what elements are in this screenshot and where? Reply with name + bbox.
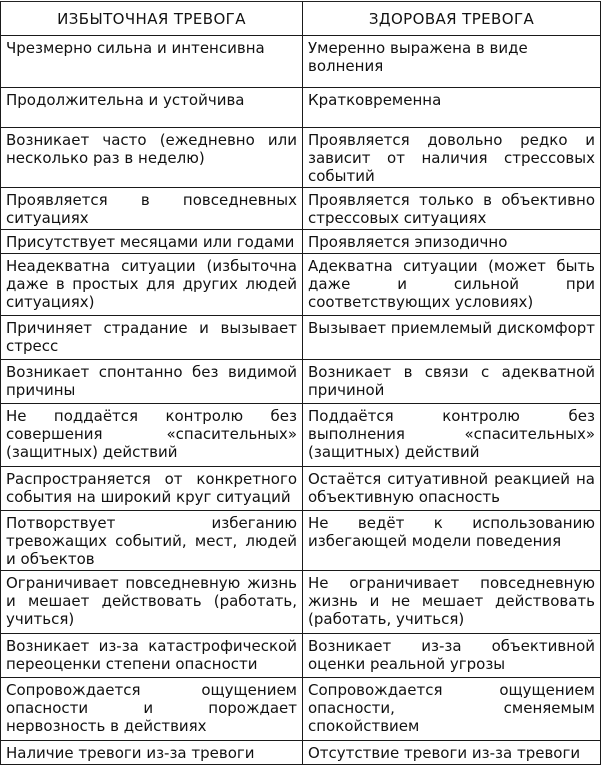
healthy-cell: Проявляется довольно редко и зависит от наличия стрессовых событий — [303, 128, 601, 188]
table-row — [1, 360, 601, 404]
table-row — [1, 88, 601, 128]
anxiety-comparison-table — [0, 1, 601, 765]
table-row — [1, 467, 601, 511]
table-row — [1, 571, 601, 634]
healthy-cell: Кратковременна — [303, 88, 601, 128]
healthy-cell: Не ведёт к использованию избегающей модели поведения — [303, 511, 601, 571]
header-healthy-anxiety: ЗДОРОВАЯ ТРЕВОГА — [303, 2, 601, 36]
healthy-cell: Сопровождается ощущением опасности, сменяемым спокойствием — [303, 678, 601, 741]
excessive-cell: Причиняет страдание и вызывает стресс — [1, 316, 303, 360]
table-row — [1, 128, 601, 188]
healthy-cell: Проявляется только в объективно стрессовых ситуациях — [303, 188, 601, 230]
healthy-cell: Поддаётся контролю без выполнения «спасительных» (защитных) действий — [303, 404, 601, 467]
table-row — [1, 511, 601, 571]
table-row — [1, 404, 601, 467]
table-row — [1, 741, 601, 765]
table-header — [1, 2, 601, 36]
excessive-cell: Присутствует месяцами или годами — [1, 230, 303, 254]
table-row — [1, 230, 601, 254]
excessive-cell: Сопровождается ощущением опасности и порождает нервозность в действиях — [1, 678, 303, 741]
excessive-cell: Ограничивает повседневную жизнь и мешает действовать (работать, учиться) — [1, 571, 303, 634]
excessive-cell: Возникает из-за катастрофической переоценки степени опасности — [1, 634, 303, 678]
table-row — [1, 316, 601, 360]
excessive-cell: Возникает часто (ежедневно или несколько раз в неделю) — [1, 128, 303, 188]
table-row — [1, 678, 601, 741]
healthy-cell: Возникает из-за объективной оценки реальной угрозы — [303, 634, 601, 678]
table-row — [1, 188, 601, 230]
table-body — [1, 36, 601, 765]
healthy-cell: Остаётся ситуативной реакцией на объективную опасность — [303, 467, 601, 511]
table-row — [1, 254, 601, 316]
header-excessive-anxiety: ИЗБЫТОЧНАЯ ТРЕВОГА — [1, 2, 303, 36]
excessive-cell: Распространяется от конкретного события на широкий круг ситуаций — [1, 467, 303, 511]
healthy-cell: Вызывает приемлемый дискомфорт — [303, 316, 601, 360]
excessive-cell: Потворствует избеганию тревожащих событий, мест, людей и объектов — [1, 511, 303, 571]
excessive-cell: Неадекватна ситуации (избыточна даже в простых для других людей ситуациях) — [1, 254, 303, 316]
excessive-cell: Не поддаётся контролю без совершения «спасительных» (защитных) действий — [1, 404, 303, 467]
excessive-cell: Возникает спонтанно без видимой причины — [1, 360, 303, 404]
healthy-cell: Адекватна ситуации (может быть даже и сильной при соответствующих условиях) — [303, 254, 601, 316]
table-row — [1, 36, 601, 88]
excessive-cell: Чрезмерно сильна и интенсивна — [1, 36, 303, 88]
healthy-cell: Отсутствие тревоги из-за тревоги — [303, 741, 601, 765]
header-row — [1, 2, 601, 36]
excessive-cell: Продолжительна и устойчива — [1, 88, 303, 128]
healthy-cell: Возникает в связи с адекватной причиной — [303, 360, 601, 404]
healthy-cell: Проявляется эпизодично — [303, 230, 601, 254]
healthy-cell: Умеренно выражена в виде волнения — [303, 36, 601, 88]
excessive-cell: Наличие тревоги из-за тревоги — [1, 741, 303, 765]
table-row — [1, 634, 601, 678]
excessive-cell: Проявляется в повседневных ситуациях — [1, 188, 303, 230]
healthy-cell: Не ограничивает повседневную жизнь и не мешает действовать (работать, учиться) — [303, 571, 601, 634]
